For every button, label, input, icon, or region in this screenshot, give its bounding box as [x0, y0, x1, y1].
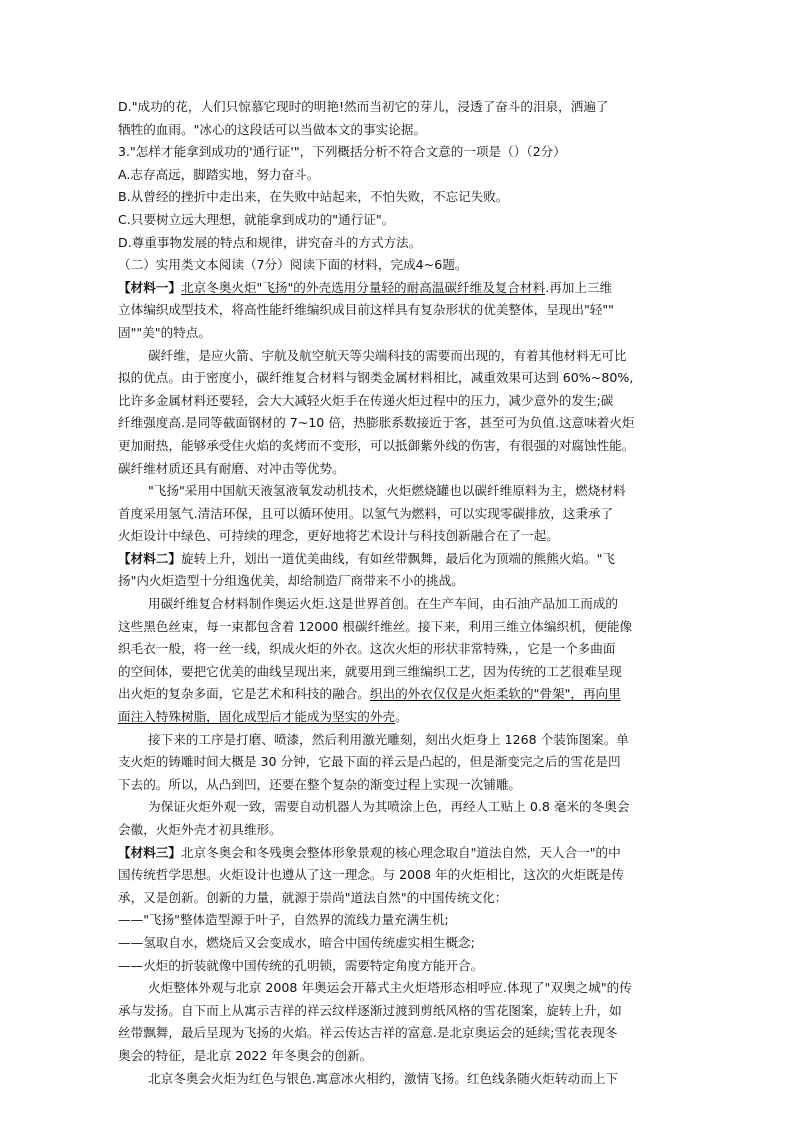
option-b: B.从曾经的挫折中走出来，在失败中站起来，不怕失败，不忘记失败。 [118, 189, 509, 205]
material-2-p4-line: 会徽，火炬外壳才初具维形。 [118, 822, 282, 837]
option-d-line-1: D."成功的花，人们只惊慕它现时的明艳!然而当初它的芽儿，浸透了奋斗的泪泉，洒遍了 [118, 99, 609, 114]
material-2-text: 旋转上升，划出一道优美曲线，有如丝带飘舞，最后化为顶端的熊熊火焰。"飞 [180, 550, 615, 566]
material-3-tag: 【材料三】 [118, 844, 181, 860]
material-2-period: 。 [395, 709, 408, 725]
material-3-p2-line: 丝带飘舞，最后呈现为飞扬的火焰。祥云传达吉祥的富意.是北京奥运会的延续;雪花表现冬 [118, 1025, 618, 1041]
material-3-dash-item: ——氢取自水，燃烧后又会变成水，暗合中国传统虚实相生概念; [118, 934, 475, 950]
material-1-p2-line: 纤维强度高.是同等截面钢材的 7~10 倍，热膨胀系数接近于客，甚至可为负值.这意味着火炬 [118, 415, 635, 431]
material-3-p2-line: 承与发扬。自下而上从寓示吉祥的祥云纹样逐渐过渡到剪纸风格的雪花图案，旋转上升，如 [118, 1002, 622, 1018]
material-1-p2-line: 拟的优点。由于密度小，碳纤维复合材料与钢类金属材料相比，减重效果可达到 60%~80%, [118, 370, 634, 386]
material-2-p3-line: 下去的。所以，从凸到凹，还要在整个复杂的渐变过程上实现一次铺雕。 [118, 776, 521, 792]
material-1-p2-line: 碳纤维材质还具有耐磨、对冲击等优势。 [118, 460, 345, 476]
material-3-p3-line: 北京冬奥会火炬为红色与银色.寓意冰火相约，激情飞扬。红色线条随火炬转动而上下 [148, 1070, 618, 1086]
material-2-underlined-1: 织出的外衣仅仅是火炬柔软的"骨架"，再向里 [369, 686, 621, 702]
material-1-p2-line: 碳纤维，是应火箭、宇航及航空航天等尖端科技的需要而出现的，有着其他材料无可比 [148, 347, 627, 363]
option-d: D.尊重事物发展的特点和规律，讲究奋斗的方式方法。 [118, 234, 422, 250]
material-1-p3-line: "飞扬"采用中国航天液氢液氧发动机技术，火炬燃烧罐也以碳纤维原料为主，燃烧材料 [148, 483, 626, 499]
material-3-text: 北京冬奥会和冬残奥会整体形象景观的核心理念取自"道法自然，天人合一"的中 [180, 844, 621, 860]
question-3: 3."怎样才能拿到成功的'通行证'"，下列概括分析不符合文意的一项是（）（2分） [118, 144, 566, 160]
material-2-p2-line: 这些黑色丝束，每一束都包含着 12000 根碳纤维丝。接下来，利用三维立体编织机，便能像 [118, 618, 633, 634]
material-1-text: .再加上三维 [545, 279, 613, 295]
material-2-p2-line: 用碳纤维复合材料制作奥运火炬.这是世界首创。在生产车间，由石油产品加工而成的 [148, 596, 618, 612]
material-3-dash-item: ——"飞扬"整体造型源于叶子，自然界的流线力量充满生机; [118, 912, 449, 928]
material-3-line: 国传统哲学思想。火炬设计也遵从了这一理念。与 2008 年的火炬相比，这次的火炬既是传 [118, 867, 625, 883]
material-2-p2-line [118, 706, 686, 729]
material-3-dash-item: ——火炬的折装就像中国传统的孔明锁，需要特定角度方能开合。 [118, 957, 484, 973]
material-1-p3-line: 火炬设计中绿色、可持续的理念，更好地将艺术设计与科技创新融合在了一起。 [118, 528, 559, 544]
material-2-underlined-2: 面注入特殊树脂，固化成型后才能成为坚实的外壳 [118, 709, 396, 725]
material-1-line-1 [118, 277, 686, 300]
material-3-p2-line: 火炬整体外观与北京 2008 年奥运会开幕式主火炬塔形态相呼应.体现了"双奥之城"的传 [148, 980, 632, 996]
material-1-line-3: 固""美"的特点。 [118, 324, 211, 340]
material-2-line-1 [118, 548, 686, 571]
material-1-p3-line: 首度采用氢气.清洁环保，且可以循环使用。以氢气为燃料，可以实现零碳排放，这秉承了 [118, 505, 614, 521]
material-1-p2-line: 比许多金属材料还要轻，会大大减轻火炬手在传递火炬过程中的压力，减少意外的发生;碳 [118, 392, 614, 408]
section-heading: （二）实用类文本阅读（7分）阅读下面的材料，完成4~6题。 [118, 257, 468, 273]
option-d-line-2: 牺牲的血雨。"冰心的这段话可以当做本文的事实论据。 [118, 121, 427, 137]
material-1-p2-line: 更加耐热，能够承受住火焰的炙烤而不变形，可以抵御紫外线的伤害，有很强的对腐蚀性能。 [118, 437, 635, 453]
option-a: A.志存高远，脚踏实地，努力奋斗。 [118, 166, 320, 182]
material-2-p3-line: 接下来的工序是打磨、喷漆，然后利用激光雕刻，刻出火炬身上 1268 个装饰图案。单 [148, 731, 629, 747]
material-2-p2-line: 的空间体，要把它优美的曲线呈现出来，就要用到三维编织工艺，因为传统的工艺很难呈现 [118, 663, 622, 679]
material-3-line-1 [118, 842, 686, 865]
material-2-p2-line [118, 683, 686, 706]
material-1-tag: 【材料一】 [118, 279, 181, 295]
option-c: C.只要树立远大理想，就能拿到成功的"通行证"。 [118, 211, 395, 227]
material-1-line-2: 立体编织成型技术，将高性能纤维编织成目前这样具有复杂形状的优美整体，呈现出"轻"" [118, 302, 614, 318]
material-1-underlined: 北京冬奥火炬"飞扬"的外壳选用分量轻的耐高温碳纤维及复合材料 [180, 279, 546, 295]
material-2-tag: 【材料二】 [118, 550, 181, 566]
material-2-p3-line: 支火炬的铸雕时间大概是 30 分钟，它最下面的祥云是凸起的，但是渐变完之后的雪花是凹 [118, 754, 621, 770]
material-2-p4-line: 为保证火炬外观一致，需要自动机器人为其喷涂上色，再经人工贴上 0.8 毫米的冬奥会 [148, 799, 630, 815]
material-2-line-2: 扬"内火炬造型十分组逸优美，却给制造厂商带来不小的挑战。 [118, 573, 464, 589]
document-page [118, 96, 686, 1090]
material-3-p2-line: 奥会的特征，是北京 2022 年冬奥会的创新。 [118, 1047, 373, 1063]
material-2-plain: 出火炬的复杂多面，它是艺术和科技的融合。 [118, 686, 370, 702]
material-3-line: 承，又是创新。创新的力量，就源于崇尚"道法自然"的中国传统文化： [118, 889, 508, 905]
material-2-p2-line: 织毛衣一般，将一丝一线，织成火炬的外衣。这次火炬的形状非常特殊，，它是一个多曲面 [118, 641, 616, 657]
